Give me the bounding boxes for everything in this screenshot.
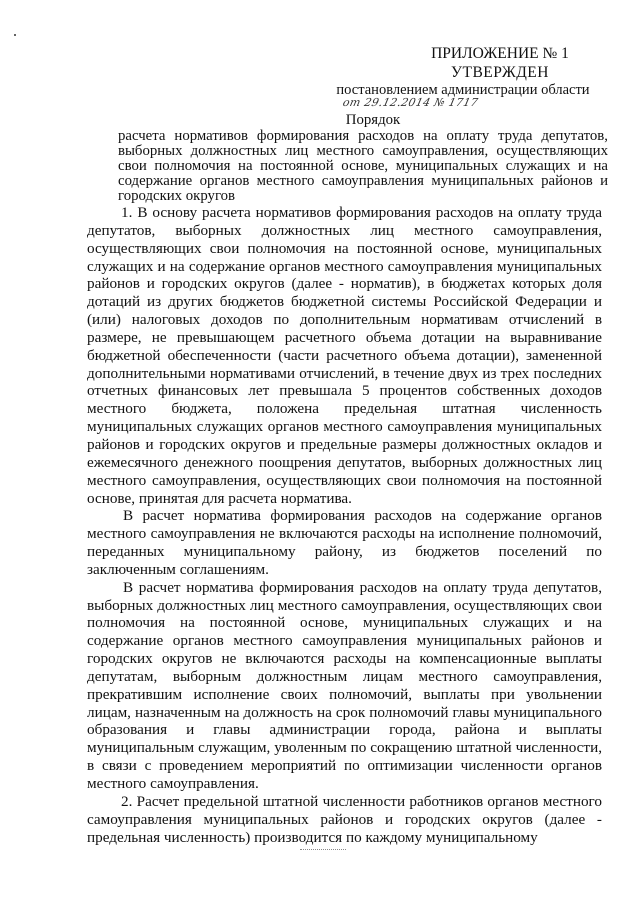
scan-speck <box>14 34 16 36</box>
paragraph-2: В расчет норматива формирования расходов на содержание органов местного самоуправления не включаются расходы на исполнение полномочий, переданных муниципальному району, из бюджетов поселений по заключенным соглашениям. <box>87 507 602 578</box>
document-title <box>118 113 608 204</box>
paragraph-3: В расчет норматива формирования расходов на оплату труда депутатов, выборных должностных лиц местного самоуправления, осуществляющих свои полномочия на постоянной основе, муниципальных служащих и на содержание органов местного самоуправления муниципальных районов и городских округов не включаются расходы на компенсационные выплаты депутатам, выборным должностным лицам местного самоуправления, прекратившим исполнение своих полномочий, выплаты при увольнении лицам, назначенным на должность на срок полномочий главы муниципального образования и главы администрации города, района и выплаты муниципальным служащим, уволенным по сокращению штатной численности, в связи с проведением мероприятий по оптимизации численности органов местного самоуправления. <box>87 578 602 792</box>
handwritten-date: от 29.12.2014 № 1717 <box>341 96 480 109</box>
approved-label: УТВЕРЖДЕН <box>451 64 549 81</box>
document-body <box>87 204 602 846</box>
paragraph-1: 1. В основу расчета нормативов формирования расходов на оплату труда депутатов, выборных должностных лиц местного самоуправления, осуществляющих свои полномочия на постоянной основе, муниципальных служащих и на содержание органов местного самоуправления муниципальных районов и городских округов (далее - норматив), в бюджетах которых доля дотаций из других бюджетов бюджетной системы Российской Федерации и (или) налоговых доходов по дополнительным нормативам отчислений в размере, не превышающем расчетного объема дотации на выравнивание бюджетной обеспеченности (части расчетного объема дотации), замененной дополнительными нормативами отчислений, в течение двух из трех последних отчетных финансовых лет превышала 5 процентов собственных доходов местного бюджета, положена предельная штатная численность муниципальных служащих органов местного самоуправления муниципальных районов и городских округов и предельные размеры должностных окладов и ежемесячного денежного поощрения депутатов, выборных должностных лиц местного самоуправления, осуществляющих свои полномочия на постоянной основе, принятая для расчета норматива. <box>87 204 602 507</box>
title-heading: Порядок <box>345 112 401 128</box>
scan-artifact <box>300 849 346 852</box>
appendix-block <box>400 44 600 82</box>
paragraph-4: 2. Расчет предельной штатной численности работников органов местного самоуправления муниципальных районов и городских округов (далее - предельная численность) производится по каждому муниципальному <box>87 792 602 846</box>
decree-label: постановлением администрации области <box>336 82 590 98</box>
title-text: расчета нормативов формирования расходов на оплату труда депутатов, выборных должностных лиц местного самоуправления, осуществляющих свои полномочия на постоянной основе, муниципальных служащих и на содержание органов местного самоуправления муниципальных районов и городских округов <box>118 128 608 204</box>
appendix-label: ПРИЛОЖЕНИЕ № 1 <box>431 45 569 62</box>
